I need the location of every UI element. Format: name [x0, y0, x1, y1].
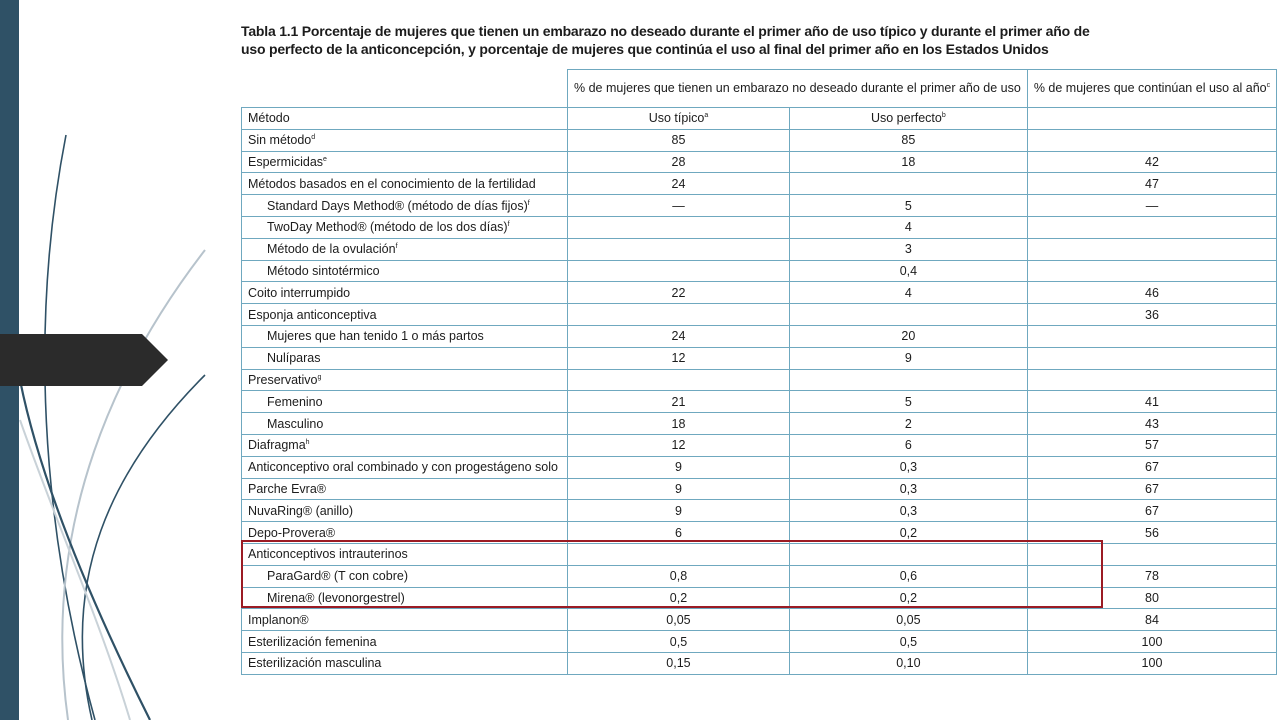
table-row: [242, 304, 1277, 326]
perfect-use-cell: 0,3: [789, 500, 1027, 522]
table-row: [242, 413, 1277, 435]
table-row: [242, 216, 1277, 238]
table-row: [242, 369, 1277, 391]
perfect-use-cell: [789, 543, 1027, 565]
table-row: [242, 500, 1277, 522]
table-row: [242, 543, 1277, 565]
perfect-use-cell: 0,4: [789, 260, 1027, 282]
typical-use-cell: [568, 260, 790, 282]
table-row: [242, 652, 1277, 674]
continuation-cell: [1027, 325, 1276, 347]
perfect-use-cell: 5: [789, 391, 1027, 413]
continuation-cell: 100: [1027, 652, 1276, 674]
typical-use-cell: [568, 369, 790, 391]
continuation-header: % de mujeres que continúan el uso al año$^c$: [1027, 70, 1276, 108]
perfect-use-cell: 0,3: [789, 456, 1027, 478]
continuation-cell: [1027, 129, 1276, 151]
method-cell: Esterilización masculina: [242, 652, 568, 674]
perfect-use-cell: 4: [789, 282, 1027, 304]
typical-use-cell: 24: [568, 325, 790, 347]
continuation-cell: [1027, 216, 1276, 238]
perfect-use-cell: 3: [789, 238, 1027, 260]
perfect-use-cell: 6: [789, 434, 1027, 456]
method-cell: NuvaRing® (anillo): [242, 500, 568, 522]
continuation-cell: 47: [1027, 173, 1276, 195]
table-row: [242, 631, 1277, 653]
perfect-use-cell: 0,6: [789, 565, 1027, 587]
column-header-row: [242, 108, 1277, 130]
table-row: [242, 609, 1277, 631]
perfect-use-cell: 0,2: [789, 587, 1027, 609]
table-row: [242, 173, 1277, 195]
method-cell: Masculino: [242, 413, 568, 435]
table-row: [242, 565, 1277, 587]
table-row: [242, 260, 1277, 282]
typical-use-cell: 12: [568, 347, 790, 369]
continuation-cell: 41: [1027, 391, 1276, 413]
typical-use-cell: 9: [568, 478, 790, 500]
table-row: [242, 282, 1277, 304]
table-row: [242, 522, 1277, 544]
method-cell: Diafragma$^h$: [242, 434, 568, 456]
arrow-tab-shape: [0, 334, 168, 386]
continuation-cell: 67: [1027, 478, 1276, 500]
perfect-use-cell: 0,5: [789, 631, 1027, 653]
method-cell: Mujeres que han tenido 1 o más partos: [242, 325, 568, 347]
perfect-use-cell: 2: [789, 413, 1027, 435]
empty-header-cell: [242, 70, 568, 108]
table-title: Tabla 1.1 Porcentaje de mujeres que tienen un embarazo no deseado durante el primer año de uso típico y durante el primer año de uso perfecto de la anticoncepción, y porcentaje de mujeres que continúa el uso al final del primer año en los Estados Unidos: [241, 23, 1090, 57]
continuation-cell: 56: [1027, 522, 1276, 544]
continuation-cell: [1027, 238, 1276, 260]
table-row: [242, 347, 1277, 369]
method-cell: Anticonceptivo oral combinado y con progestágeno solo: [242, 456, 568, 478]
typical-use-cell: 6: [568, 522, 790, 544]
typical-use-cell: 85: [568, 129, 790, 151]
perfect-use-cell: [789, 369, 1027, 391]
continuation-cell: 42: [1027, 151, 1276, 173]
continuation-cell: 43: [1027, 413, 1276, 435]
method-cell: Esterilización femenina: [242, 631, 568, 653]
method-cell: Coito interrumpido: [242, 282, 568, 304]
table-row: [242, 151, 1277, 173]
contraception-table: [241, 69, 1277, 675]
perfect-use-cell: 5: [789, 195, 1027, 217]
group-header-row: [242, 70, 1277, 108]
method-cell: Nulíparas: [242, 347, 568, 369]
perfect-use-header: Uso perfecto$^b$: [789, 108, 1027, 130]
table-row: [242, 129, 1277, 151]
typical-use-cell: 0,15: [568, 652, 790, 674]
table-row: [242, 587, 1277, 609]
perfect-use-cell: [789, 304, 1027, 326]
perfect-use-cell: 9: [789, 347, 1027, 369]
perfect-use-cell: 0,2: [789, 522, 1027, 544]
perfect-use-cell: [789, 173, 1027, 195]
typical-use-cell: —: [568, 195, 790, 217]
method-cell: Sin método$^d$: [242, 129, 568, 151]
typical-use-cell: [568, 238, 790, 260]
perfect-use-cell: 85: [789, 129, 1027, 151]
perfect-use-cell: 4: [789, 216, 1027, 238]
method-cell: Mirena® (levonorgestrel): [242, 587, 568, 609]
method-cell: Método sintotérmico: [242, 260, 568, 282]
continuation-cell: [1027, 543, 1276, 565]
perfect-use-cell: 0,05: [789, 609, 1027, 631]
method-cell: Método de la ovulación$^f$: [242, 238, 568, 260]
typical-use-cell: 9: [568, 500, 790, 522]
continuation-cell: [1027, 369, 1276, 391]
perfect-use-cell: 20: [789, 325, 1027, 347]
typical-use-cell: 24: [568, 173, 790, 195]
method-cell: Espermicidas$^e$: [242, 151, 568, 173]
table-row: [242, 195, 1277, 217]
continuation-cell: 46: [1027, 282, 1276, 304]
perfect-use-cell: 0,10: [789, 652, 1027, 674]
typical-use-cell: 0,05: [568, 609, 790, 631]
typical-use-cell: 12: [568, 434, 790, 456]
method-cell: Preservativo$^g$: [242, 369, 568, 391]
table-row: [242, 391, 1277, 413]
method-cell: Standard Days Method® (método de días fijos)$^f$: [242, 195, 568, 217]
typical-use-cell: 22: [568, 282, 790, 304]
continuation-cell: 84: [1027, 609, 1276, 631]
table-row: [242, 238, 1277, 260]
method-cell: Esponja anticonceptiva: [242, 304, 568, 326]
method-cell: Anticonceptivos intrauterinos: [242, 543, 568, 565]
typical-use-cell: 0,8: [568, 565, 790, 587]
typical-use-cell: 9: [568, 456, 790, 478]
typical-use-cell: [568, 304, 790, 326]
continuation-cell: 67: [1027, 500, 1276, 522]
table-row: [242, 434, 1277, 456]
continuation-cell: 36: [1027, 304, 1276, 326]
typical-use-cell: [568, 543, 790, 565]
continuation-cell: 80: [1027, 587, 1276, 609]
typical-use-cell: 21: [568, 391, 790, 413]
method-cell: Métodos basados en el conocimiento de la fertilidad: [242, 173, 568, 195]
continuation-cell: 67: [1027, 456, 1276, 478]
table-row: [242, 325, 1277, 347]
continuation-cell: —: [1027, 195, 1276, 217]
table-row: [242, 456, 1277, 478]
typical-use-cell: 18: [568, 413, 790, 435]
perfect-use-cell: 18: [789, 151, 1027, 173]
continuation-cell: [1027, 260, 1276, 282]
continuation-cell: 78: [1027, 565, 1276, 587]
method-cell: ParaGard® (T con cobre): [242, 565, 568, 587]
method-cell: Femenino: [242, 391, 568, 413]
table-row: [242, 478, 1277, 500]
typical-use-cell: 0,2: [568, 587, 790, 609]
method-header: Método: [242, 108, 568, 130]
typical-use-cell: [568, 216, 790, 238]
perfect-use-cell: 0,3: [789, 478, 1027, 500]
continuation-cell: 57: [1027, 434, 1276, 456]
typical-use-header: Uso típico$^a$: [568, 108, 790, 130]
method-cell: Implanon®: [242, 609, 568, 631]
continuation-cell: 100: [1027, 631, 1276, 653]
continuation-cell: [1027, 347, 1276, 369]
typical-use-cell: 28: [568, 151, 790, 173]
method-cell: Depo-Provera®: [242, 522, 568, 544]
typical-use-cell: 0,5: [568, 631, 790, 653]
continuation-subheader: [1027, 108, 1276, 130]
unwanted-pregnancy-header: % de mujeres que tienen un embarazo no deseado durante el primer año de uso: [568, 70, 1028, 108]
method-cell: Parche Evra®: [242, 478, 568, 500]
method-cell: TwoDay Method® (método de los dos días)$^f$: [242, 216, 568, 238]
